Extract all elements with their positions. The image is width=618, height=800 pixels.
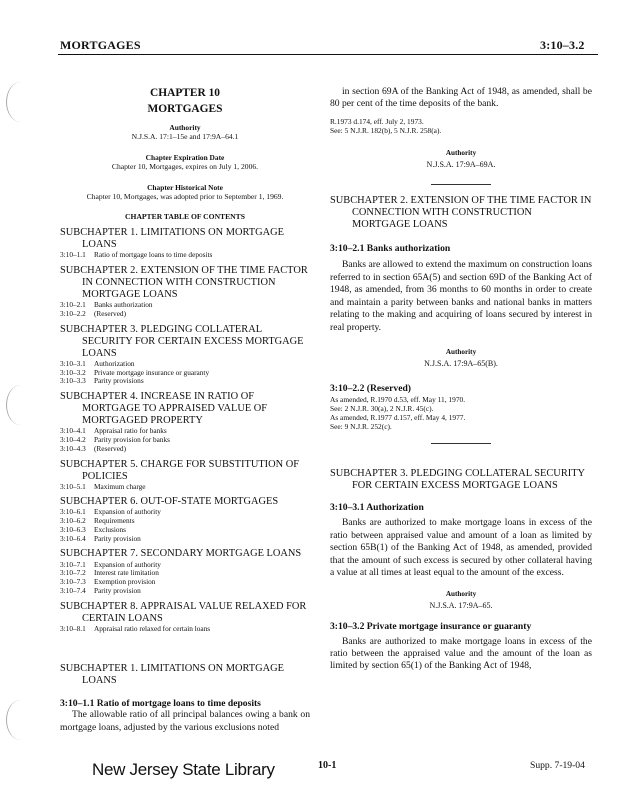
- toc-entry-text: Parity provision: [94, 533, 141, 543]
- toc-entry-number: 3:10–3.2: [60, 367, 86, 377]
- punch-hole-icon: [6, 385, 35, 425]
- punch-hole-icon: [6, 700, 35, 740]
- toc-subchapter-title: SUBCHAPTER 8. APPRAISAL VALUE RELAXED FOR CERTAIN LOANS: [60, 600, 307, 624]
- history-note: See: 5 N.J.R. 182(b), 5 N.J.R. 258(a).: [330, 125, 442, 135]
- toc-entry-number: 3:10–6.1: [60, 507, 86, 517]
- history-note: See: 9 N.J.R. 252(c).: [330, 422, 392, 432]
- toc-entry-number: 3:10–3.1: [60, 358, 86, 368]
- history-note: R.1973 d.174, eff. July 2, 1973.: [330, 116, 424, 126]
- section-3-2-text: Banks are authorized to make mortgage loans in excess of the ratio between the appraised value and the amount of the loan as limited by section 65(1) of the Banking Act of 1948,: [330, 635, 592, 672]
- toc-entry-text: Exclusions: [94, 524, 127, 534]
- section-1-1-text: The allowable ratio of all principal balances owing a bank on mortgage loans, adjusted by the various exclusions noted: [60, 709, 310, 733]
- toc-entry-text: Appraisal ratio relaxed for certain loans: [94, 623, 211, 633]
- authority-text: N.J.S.A. 17:9A–69A.: [426, 160, 496, 169]
- toc-entry-text: Interest rate limitation: [94, 568, 159, 578]
- toc-entry: [60, 625, 310, 634]
- toc-subchapter-title: SUBCHAPTER 1. LIMITATIONS ON MORTGAGE LOANS: [60, 227, 284, 251]
- authority-text: N.J.S.A. 17:9A–65(B).: [424, 358, 498, 368]
- toc-entry: [60, 377, 310, 386]
- historical-text: Chapter 10, Mortgages, was adopted prior to September 1, 1969.: [86, 192, 284, 202]
- toc-entry-text: Requirements: [94, 516, 135, 526]
- toc-entry-text: (Reserved): [94, 308, 127, 318]
- section-2-1-text: Banks are allowed to extend the maximum on construction loans referred to in section 65A(5) and section 69D of the Banking Act of 1948, as amended, from 36 months to 60 months in order to create and maintain a parity between banks and national banks in matters relating to the making and acquiring of loans secured by interest in real property.: [330, 259, 592, 333]
- authority-text: N.J.S.A. 17:1–15e and 17:9A–64.1: [131, 131, 239, 141]
- separator: [431, 184, 491, 185]
- toc-entry-text: Expansion of authority: [94, 559, 161, 569]
- toc-subchapter-title: SUBCHAPTER 4. INCREASE IN RATIO OF MORTGAGE TO APPRAISED VALUE OF MORTGAGED PROPERTY: [60, 391, 268, 427]
- toc-entry: [60, 445, 310, 454]
- chapter-number: CHAPTER 10: [150, 87, 220, 99]
- toc-entry-number: 3:10–8.1: [60, 623, 86, 633]
- toc-entry-text: Private mortgage insurance or guaranty: [94, 367, 210, 377]
- toc-entry-text: Parity provision for banks: [94, 435, 171, 444]
- toc-entry: [60, 483, 310, 492]
- section-2-2-title: 3:10–2.2 (Reserved): [330, 382, 411, 394]
- history-note: As amended, R.1970 d.53, eff. May 11, 1970.: [330, 394, 466, 404]
- authority-heading: Authority: [445, 149, 477, 157]
- toc-subchapter-title: SUBCHAPTER 5. CHARGE FOR SUBSTITUTION OF POLICIES: [60, 458, 300, 482]
- toc-entry-text: Appraisal ratio for banks: [94, 426, 167, 436]
- toc-entry: [60, 587, 310, 596]
- toc-entry: [60, 251, 310, 260]
- toc-entry-number: 3:10–6.4: [60, 533, 86, 543]
- running-header-left: MORTGAGES: [60, 38, 141, 52]
- toc-subchapter-title: SUBCHAPTER 7. SECONDARY MORTGAGE LOANS: [60, 548, 302, 560]
- section-3-1-text: Banks are authorized to make mortgage loans in excess of the ratio between appraised value and amount of a loan as limited by section 65B(1) of the Banking Act of 1948, as amended, provided that the amount of such excess is secured by other collateral having a value at all times at least equal to the amount of the excess.: [330, 517, 592, 579]
- supplement-date: Supp. 7-19-04: [530, 760, 585, 771]
- history-note: See: 2 N.J.R. 30(a), 2 N.J.R. 45(c).: [330, 404, 434, 413]
- right-column: [330, 86, 592, 673]
- running-header-right: 3:10–3.2: [540, 38, 585, 52]
- separator: [431, 443, 491, 444]
- toc-entry-number: 3:10–6.3: [60, 524, 86, 534]
- toc-entry-number: 3:10–2.2: [60, 308, 86, 318]
- page-number: 10-1: [318, 760, 337, 771]
- toc-entry-number: 3:10–1.1: [60, 250, 86, 260]
- subchapter-2-title: SUBCHAPTER 2. EXTENSION OF THE TIME FACTOR IN CONNECTION WITH CONSTRUCTION MORTGAGE LOANS: [330, 195, 592, 231]
- header-rule: [58, 54, 598, 55]
- toc-entry-text: (Reserved): [94, 443, 127, 453]
- punch-hole-icon: [6, 82, 35, 122]
- expiration-text: Chapter 10, Mortgages, expires on July 1, 2006.: [111, 162, 259, 172]
- toc-entry-number: 3:10–3.3: [60, 376, 86, 386]
- expiration-heading: Chapter Expiration Date: [145, 152, 225, 162]
- toc-heading: CHAPTER TABLE OF CONTENTS: [125, 211, 245, 221]
- toc-entry-text: Maximum charge: [94, 481, 146, 491]
- toc-entry-text: Parity provision: [94, 585, 141, 595]
- toc-entry-number: 3:10–7.1: [60, 559, 86, 569]
- section-2-1-title: 3:10–2.1 Banks authorization: [330, 243, 451, 255]
- authority-heading: Authority: [445, 347, 477, 356]
- toc-entry-number: 3:10–7.2: [60, 568, 86, 578]
- toc-entry-number: 3:10–6.2: [60, 516, 86, 526]
- chapter-title: MORTGAGES: [147, 103, 223, 116]
- toc-entry-text: Authorization: [94, 358, 135, 368]
- authority-text: N.J.S.A. 17:9A–65.: [429, 600, 493, 610]
- library-stamp: New Jersey State Library: [92, 760, 275, 779]
- section-1-1-continued-text: in section 69A of the Banking Act of 1948, as amended, shall be 80 per cent of the time deposits of the bank.: [330, 86, 592, 110]
- toc-entry-number: 3:10–2.1: [60, 300, 86, 310]
- left-column: [60, 86, 310, 734]
- section-3-2-title: 3:10–3.2 Private mortgage insurance or guaranty: [330, 620, 532, 632]
- historical-heading: Chapter Historical Note: [147, 183, 223, 193]
- toc-subchapter-title: SUBCHAPTER 2. EXTENSION OF THE TIME FACTOR IN CONNECTION WITH CONSTRUCTION MORTGAGE LOANS: [60, 264, 308, 301]
- toc-entry-text: Parity provisions: [94, 376, 144, 386]
- authority-heading: Authority: [169, 122, 201, 132]
- toc-entry-number: 3:10–4.2: [60, 435, 86, 444]
- toc-entry-number: 3:10–5.1: [60, 481, 86, 491]
- toc-entry-text: Banks authorization: [94, 300, 153, 310]
- toc-entry-number: 3:10–7.3: [60, 577, 86, 586]
- toc-entry-number: 3:10–7.4: [60, 585, 86, 595]
- toc-entry-text: Expansion of authority: [94, 507, 161, 517]
- section-3-1-title: 3:10–3.1 Authorization: [330, 502, 424, 514]
- toc-entry: [60, 535, 310, 544]
- toc-entry: [60, 310, 310, 319]
- toc-entry-number: 3:10–4.1: [60, 426, 86, 436]
- toc-entry-text: Exemption provision: [94, 577, 156, 586]
- toc-entry-text: Ratio of mortgage loans to time deposits: [94, 250, 213, 260]
- section-1-1-title: 3:10–1.1 Ratio of mortgage loans to time deposits: [60, 697, 261, 709]
- table-of-contents: [60, 227, 310, 633]
- history-note: As amended, R.1977 d.157, eff. May 4, 1977.: [330, 413, 466, 423]
- toc-subchapter-title: SUBCHAPTER 6. OUT-OF-STATE MORTGAGES: [60, 496, 279, 508]
- subchapter-3-title: SUBCHAPTER 3. PLEDGING COLLATERAL SECURITY FOR CERTAIN EXCESS MORTGAGE LOANS: [330, 468, 585, 492]
- subchapter-1-title: SUBCHAPTER 1. LIMITATIONS ON MORTGAGE LOANS: [60, 663, 284, 687]
- toc-subchapter-title: SUBCHAPTER 3. PLEDGING COLLATERAL SECURITY FOR CERTAIN EXCESS MORTGAGE LOANS: [60, 323, 304, 359]
- toc-entry-number: 3:10–4.3: [60, 443, 86, 453]
- authority-heading: Authority: [445, 589, 477, 598]
